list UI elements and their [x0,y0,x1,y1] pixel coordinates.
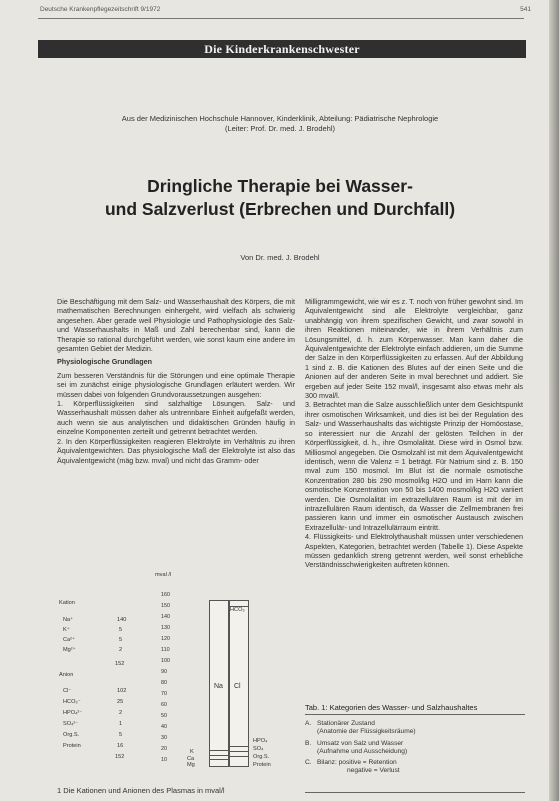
paragraph: 1. Körperflüssigkeiten sind salzhaltige Lösungen. Salz- und Wasserhaushalt müssen daher als untrennbare Einheit aufgefaßt werden, auch wenn sie aus analytischen und didaktischen Gründen häufig in einzelne Komponenten zerteilt und getrennt betrachtet werden. [57,399,295,437]
row-key [305,767,317,775]
running-head-left: Deutsche Krankenpflegezeitschrift 9/1972 [40,6,161,13]
row-key [305,728,317,736]
author-line: Von Dr. med. J. Brodehl [240,253,320,262]
row-key: A. [305,720,312,727]
row-text: (Aufnahme und Ausscheidung) [317,747,408,755]
anion-value: 102 [117,688,127,694]
y-tick: 60 [161,702,167,708]
cation-value: 2 [119,647,123,653]
cation-value: 5 [119,637,123,643]
anion-name: HPO₄²⁻ [63,710,83,716]
y-tick: 70 [161,691,167,697]
category-table [305,720,525,776]
right-column [305,297,523,570]
anion-value: 25 [117,699,124,705]
y-tick: 100 [161,658,170,664]
figure-caption: 1 Die Kationen und Anionen des Plasmas in mval/l [57,786,225,795]
anion-name: SO₄²⁻ [63,721,79,727]
row-key: C. [305,759,312,767]
anion-value: 16 [117,743,124,749]
section-heading: Physiologische Grundlagen [57,357,153,367]
row-text: Bilanz: positive = Retention [317,759,397,767]
bar-divider [230,756,248,757]
anion-name: HCO₃⁻ [63,699,81,705]
table-title: Tab. 1: Kategorien des Wasser- und Salzhaushaltes [305,703,478,712]
paragraph: Zum besseren Verständnis für die Störungen und eine optimale Therapie sei im zunächst einige physiologische Grundlagen erläutert werden. Wir müssen dabei von folgenden Grundvoraussetzungen ausgehen: [57,370,295,399]
anion-value: 1 [119,721,123,727]
cl-bar-label: Cl [234,683,241,690]
y-tick: 130 [161,625,170,631]
cation-name: K⁺ [63,627,70,633]
row-text: Umsatz von Salz und Wasser [317,739,404,747]
mg-bar-label: Mg [187,762,195,768]
orgs-bar-label: Org.S. [253,754,270,760]
bar-divider [230,751,248,752]
ca-bar-label: Ca [187,756,195,762]
y-tick: 140 [161,614,170,620]
article-title-line-1: Dringliche Therapie bei Wasser- [147,176,413,196]
na-bar-label: Na [214,683,223,690]
bar-divider [210,750,228,751]
table-row [305,728,525,736]
header-rule [38,18,524,19]
hco3-bar-label: HCO₃ [230,607,245,613]
article-title-line-2: und Salzverlust (Erbrechen und Durchfall) [104,199,456,219]
left-column [57,297,295,465]
so4-bar-label: SO₄ [253,746,264,752]
paragraph: 2. In den Körperflüssigkeiten reagieren Elektrolyte im Verhältnis zu ihren Äquivalentgewichten. Das physiologische Maß der Elektrolyte ist also das Äquivalentgewicht (mäg bzw. mval) und nicht das Gramm- oder [57,436,295,465]
page-gutter-shadow [549,0,559,801]
y-tick: 20 [161,746,167,752]
table-row [305,748,525,756]
cation-name: Mg²⁺ [63,647,76,653]
anion-value: 5 [119,732,123,738]
table-row [305,759,525,767]
protein-bar-label: Protein [253,762,271,768]
cation-name: Ca²⁺ [63,637,75,643]
cations-label: Kation [59,600,75,606]
row-text: Stationärer Zustand [317,720,375,727]
paragraph: 3. Betrachtet man die Salze ausschließlich unter dem Gesichtspunkt ihrer osmotischen Wirksamkeit, und dies ist bei der Regulation des Salz- und Wasserhaushalts das wichtigste Prinzip der Homöostase, so interessiert nur die Anzahl der gelösten Teilchen in der Körperflüssigkeit, d. h., ihre Osmolalität. Diese wird in Osmol bzw. Milliosmol angegeben. Die Osmolzahl ist mit dem Äquivalentgewicht identisch, wenn die Valenz = 1 beträgt. Für Natrium sind z. B. 150 mval zum 150 mosmol. Im Blut ist die normale osmotische Konzentration 280 bis 290 mosmol/kg H2O und im Harn kann die osmotische Konzentration von 50 bis 1400 mosmol/kg H2O variiert werden. Die Osmolalität im extrazellulären Raum ist mit der im intrazellulären Raum identisch, da Wasser die Zellmembranen frei passieren kann und immer ein osmotischer Austausch zwischen Extrazellulär- und Intrazellulärraum eintritt. [305,400,523,532]
bar-divider [230,746,248,747]
y-tick: 10 [161,757,167,763]
section-banner: Die Kinderkrankenschwester [38,40,526,58]
electrolyte-figure [57,570,295,785]
anion-name: Protein [63,743,81,749]
y-tick: 150 [161,603,170,609]
paragraph: 4. Flüssigkeits- und Elektrolythaushalt müssen unter verschiedenen Aspekten, Kategorien, betrachtet werden (Tabelle 1). Diese Aspekte müssen gedanklich streng getrennt werden, weil sonst erhebliche Verständnisschwierigkeiten auftreten können. [305,532,523,570]
y-tick: 120 [161,636,170,642]
anion-value: 2 [119,710,123,716]
k-bar-label: K [190,749,194,755]
cation-value: 140 [117,617,127,623]
table-rule [305,714,525,715]
cation-total: 152 [115,661,125,667]
row-text: (Anatomie der Flüssigkeitsräume) [317,728,416,736]
table-bottom-rule [305,792,525,793]
figure-unit-label: mval /l [155,572,172,578]
y-tick: 40 [161,724,167,730]
y-tick: 50 [161,713,167,719]
table-row [305,720,525,728]
y-tick: 90 [161,669,167,675]
row-text: negative = Verlust [347,767,400,775]
anion-name: Org.S. [63,732,80,738]
bar-divider [210,755,228,756]
page-number: 541 [520,6,531,13]
affiliation-line-1: Aus der Medizinischen Hochschule Hannover, Kinderklinik, Abteilung: Pädiatrische Nephrologie [121,114,439,123]
y-tick: 160 [161,592,170,598]
paragraph: Die Beschäftigung mit dem Salz- und Wasserhaushalt des Körpers, die mit mathematischen Berechnungen einhergeht, wird vielfach als schwierig angesehen. Aber gerade weil Physiologie und Pathophysiologie des Salz- und Wasserhaushalts in Maß und Zahl berechenbar sind, kann die Therapie so rational durchgeführt werden, wie sonst kaum eine andere im gesamten Gebiet der Medizin. [57,297,295,354]
anion-total: 152 [115,754,125,760]
row-key [305,748,317,756]
cation-value: 5 [119,627,123,633]
y-tick: 30 [161,735,167,741]
anion-name: Cl⁻ [63,688,72,694]
affiliation-line-2: (Leiter: Prof. Dr. med. J. Brodehl) [224,124,336,133]
cation-name: Na⁺ [63,617,74,623]
anions-label: Anion [59,672,74,678]
table-row [305,740,525,748]
bar-divider [210,759,228,760]
row-key: B. [305,739,312,747]
table-row [305,767,525,775]
paragraph: Milligrammgewicht, wie wir es z. T. noch von früher gewohnt sind. Im Äquivalentgewicht sind alle Elektrolyte vergleichbar, ganz unabhängig von ihrem spezifischen Gewicht, und zwar sowohl in ihren Reaktionen miteinander, wie in ihrem Verhältnis zum Lösungsmittel, d. h. zum Körperwasser. Man kann daher die Äquivalentgewichte der Elektrolyte einfach addieren, um die Summe der Salze in den Körperflüssigkeiten zu erfassen. Auf der Abbildung 1 sind z. B. die Kationen des Blutes auf der einen Seite und die Anionen auf der anderen Seite in mval berechnet und addiert. Sie ergeben auf jeder Seite 152 mval/l, insgesamt also etwas mehr als 300 mval/l. [305,297,523,401]
y-tick: 80 [161,680,167,686]
y-tick: 110 [161,647,170,653]
hpo4-bar-label: HPO₄ [253,738,268,744]
